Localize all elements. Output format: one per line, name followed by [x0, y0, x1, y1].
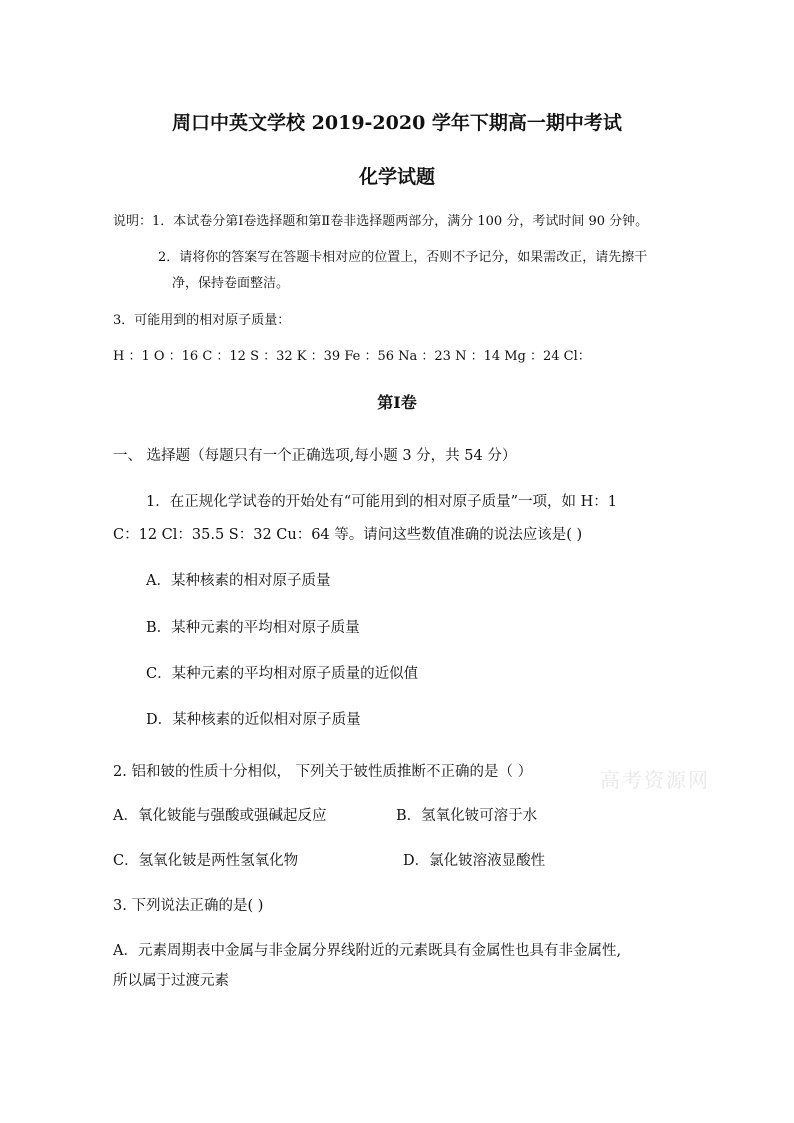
q1-option-c: C．某种元素的平均相对原子质量的近似值 — [146, 666, 419, 682]
section-title: 第Ⅰ卷 — [377, 393, 417, 412]
part-heading: 一、 选择题（每题只有一个正确选项,每小题 3 分，共 54 分） — [113, 448, 517, 464]
instruction-line-2a: 2．请将你的答案写在答题卡相对应的位置上，否则不予记分，如果需改正，请先擦干 — [158, 250, 648, 265]
q1-option-a: A．某种核素的相对原子质量 — [146, 573, 331, 589]
q2-option-a: A．氧化铍能与强酸或强碱起反应 — [113, 808, 327, 824]
q2-stem: 2. 铝和铍的性质十分相似， 下列关于铍性质推断不正确的是（ ） — [113, 764, 533, 780]
q2-option-c: C．氢氧化铍是两性氢氧化物 — [113, 853, 299, 869]
exam-subtitle: 化学试题 — [358, 166, 435, 188]
q1-option-d: D．某种核素的近似相对原子质量 — [146, 712, 361, 728]
q1-stem-line-2: C：12 Cl：35.5 S：32 Cu：64 等。请问这些数值准确的说法应该是( ) — [113, 527, 583, 543]
q1-stem-line-1: 1．在正规化学试卷的开始处有“可能用到的相对原子质量”一项，如 H：1 — [146, 494, 618, 510]
instruction-line-1: 说明：1．本试卷分第Ⅰ卷选择题和第Ⅱ卷非选择题两部分，满分 100 分，考试时间 90 分钟。 — [113, 214, 649, 229]
q3-stem: 3. 下列说法正确的是( ) — [113, 898, 264, 914]
q3-option-a-line-2: 所以属于过渡元素 — [113, 973, 229, 989]
q3-option-a-line-1: A．元素周期表中金属与非金属分界线附近的元素既具有金属性也具有非金属性, — [113, 943, 622, 959]
watermark: 高考资源网 — [600, 768, 710, 792]
atomic-masses: H ：1 O ：16 C ：12 S ：32 K ：39 Fe ：56 Na ：23 N ：14 Mg ：24 Cl： — [113, 349, 591, 364]
instruction-line-2b: 净，保持卷面整洁。 — [172, 276, 290, 291]
q2-option-d: D．氯化铍溶液显酸性 — [403, 853, 546, 869]
q2-option-b: B．氢氧化铍可溶于水 — [396, 808, 538, 824]
q1-option-b: B．某种元素的平均相对原子质量 — [146, 620, 360, 636]
instruction-line-3: 3．可能用到的相对原子质量： — [113, 313, 291, 328]
exam-title: 周口中英文学校 2019-2020 学年下期高一期中考试 — [172, 112, 622, 134]
